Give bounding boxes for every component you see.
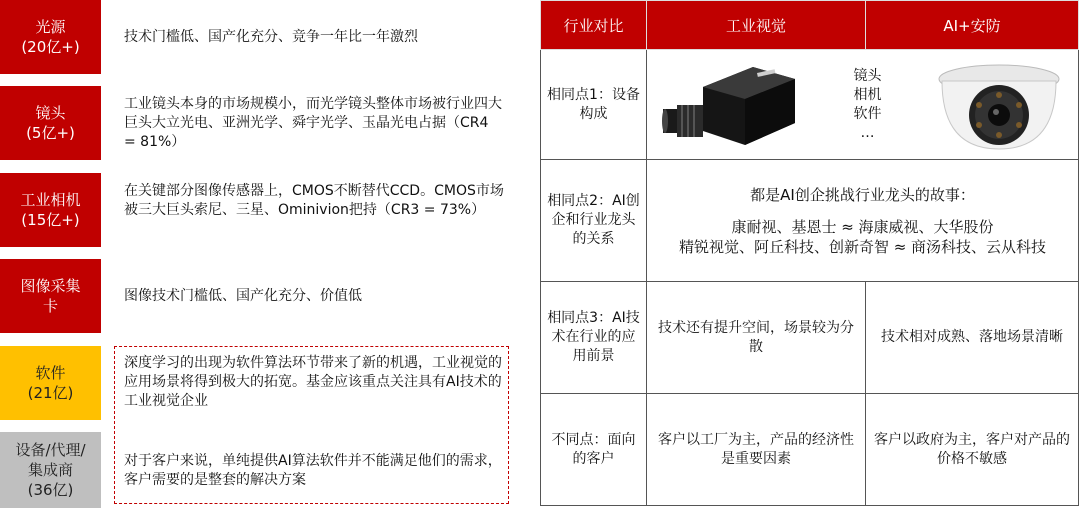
table-row <box>541 160 1079 282</box>
industry-chain-panel <box>0 0 520 508</box>
comparison-table <box>540 0 1079 506</box>
industrial-camera-image <box>661 59 801 151</box>
segment-desc-integrator: 对于客户来说，单纯提供AI算法软件并不能满足他们的需求，客户需要的是整套的解决方案 <box>124 453 502 488</box>
segment-label-text: 设备/代理/ 集成商 (36亿) <box>15 441 86 499</box>
row-label-similarity-3: 相同点3：AI技术在行业的应用前景 <box>541 282 647 394</box>
ai-startup-story-cell <box>647 160 1079 282</box>
segment-label-frame-grabber <box>0 259 101 333</box>
segment-desc-frame-grabber: 图像技术门槛低、国产化充分、价值低 <box>124 288 362 304</box>
component-lens: 镜头 <box>853 67 882 84</box>
segment-label-lens <box>0 86 101 160</box>
row-label-similarity-2: 相同点2：AI创企和行业龙头的关系 <box>541 160 647 282</box>
header-industrial-vision: 工业视觉 <box>647 1 866 50</box>
segment-desc-light-source: 技术门槛低、国产化充分、竞争一年比一年激烈 <box>124 29 418 45</box>
ai-security-customers: 客户以政府为主，客户对产品的价格不敏感 <box>866 394 1079 506</box>
segment-desc-lens: 工业镜头本身的市场规模小，而光学镜头整体市场被行业四大巨头大立光电、亚洲光学、舜宇光学、玉晶光电占据（CR4 = 81%） <box>124 96 502 150</box>
segment-label-text: 光源 (20亿+) <box>21 18 80 56</box>
segment-label-text: 图像采集 卡 <box>20 277 81 315</box>
table-row <box>541 50 1079 160</box>
segment-label-text: 镜头 (5亿+) <box>26 104 75 142</box>
row-label-similarity-1: 相同点1：设备构成 <box>541 50 647 160</box>
story-line-1: 康耐视、基恩士 ≈ 海康威视、大华股份 <box>731 217 994 236</box>
header-comparison: 行业对比 <box>541 1 647 50</box>
industrial-vision-prospect: 技术还有提升空间，场景较为分散 <box>647 282 866 394</box>
component-list <box>854 67 882 143</box>
device-composition-cell <box>647 50 1079 160</box>
segment-label-software <box>0 346 101 420</box>
row-label-difference: 不同点：面向的客户 <box>541 394 647 506</box>
story-line-2: 精锐视觉、阿丘科技、创新奇智 ≈ 商汤科技、云从科技 <box>678 237 1047 256</box>
industrial-vision-customers: 客户以工厂为主，产品的经济性是重要因素 <box>647 394 866 506</box>
segment-desc-industrial-camera: 在关键部分图像传感器上，CMOS不断替代CCD。CMOS市场被三大巨头索尼、三星、Ominivion把持（CR3 = 73%） <box>124 183 504 218</box>
segment-label-integrator <box>0 432 101 508</box>
component-more: … <box>860 124 875 141</box>
dome-camera-image <box>934 57 1064 153</box>
header-ai-security: AI+安防 <box>866 1 1079 50</box>
table-row <box>541 394 1079 506</box>
segment-label-text: 软件 (21亿) <box>27 364 74 402</box>
segment-label-text: 工业相机 (15亿+) <box>20 191 81 229</box>
table-header-row <box>541 1 1079 50</box>
segment-label-industrial-camera <box>0 173 101 247</box>
ai-security-prospect: 技术相对成熟、落地场景清晰 <box>866 282 1079 394</box>
component-camera: 相机 <box>853 86 882 103</box>
segment-label-light-source <box>0 0 101 74</box>
table-row <box>541 282 1079 394</box>
segment-desc-software: 深度学习的出现为软件算法环节带来了新的机遇，工业视觉的应用场景将得到极大的拓宽。基金应该重点关注具有AI技术的工业视觉企业 <box>124 355 502 409</box>
component-software: 软件 <box>853 105 882 122</box>
story-title: 都是AI创企挑战行业龙头的故事： <box>750 185 975 204</box>
